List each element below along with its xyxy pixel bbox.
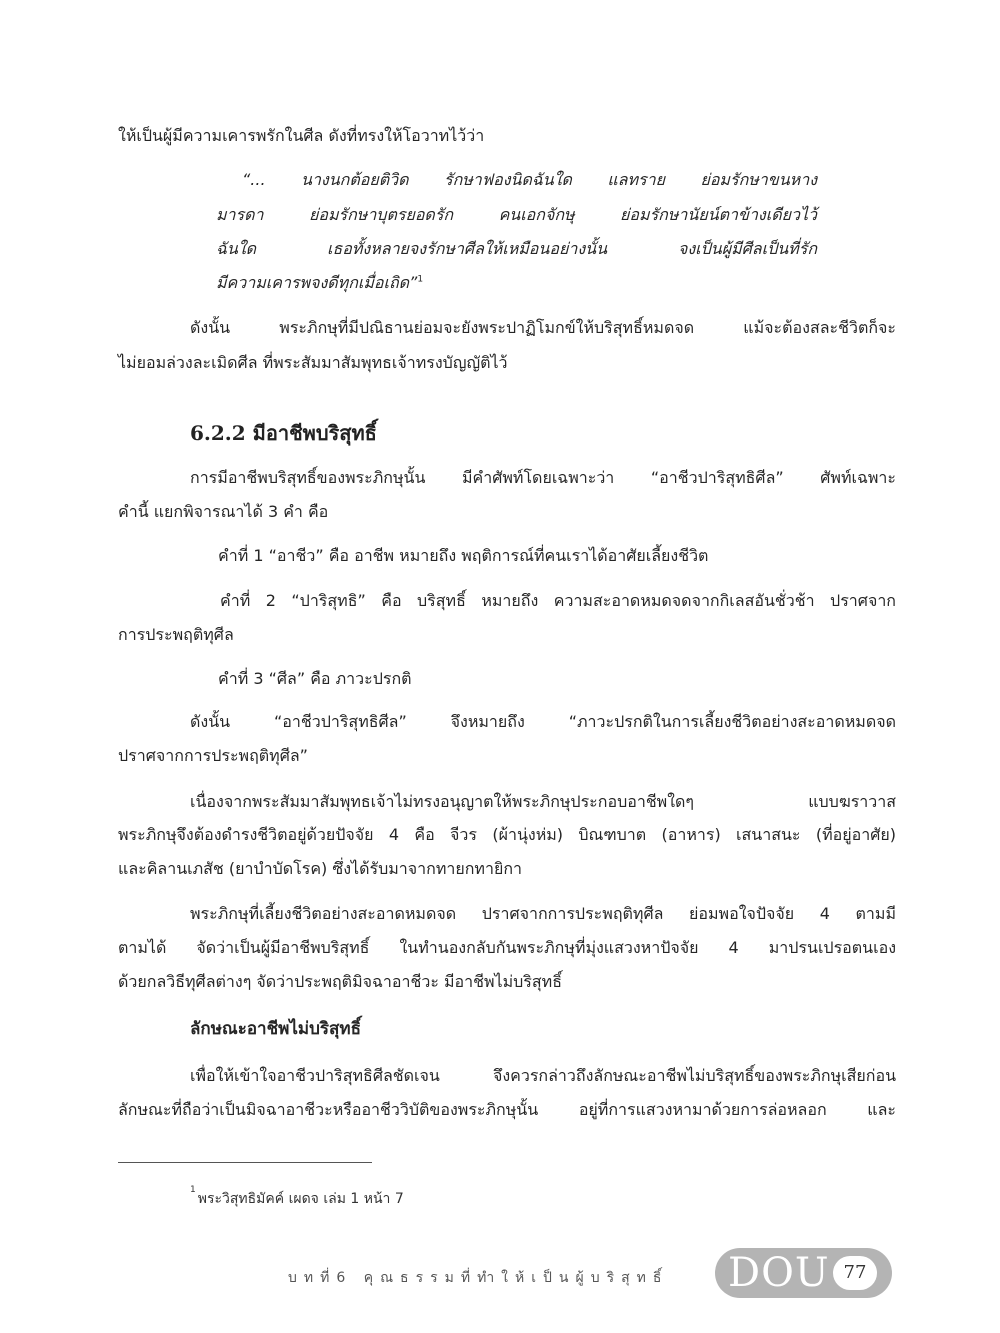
chapter-title: บทที่6 คุณธรรมที่ทำให้เป็นผู้บริสุทธิ์ [288,1270,669,1286]
paragraph-line: ลักษณะที่ถือว่าเป็นมิจฉาอาชีวะหรืออาชีววิบัติของพระภิกษุนั้น อยู่ที่การแสวงหามาด้วยการล่อหลอก และ [118,1100,896,1119]
paragraph-line: พระภิกษุที่เลี้ยงชีวิตอย่างสะอาดหมดจด ปราศจากการประพฤติทุศีล ย่อมพอใจปัจจัย 4 ตามมี [190,904,896,923]
term-definition: คำที่ 1 “อาชีว” คือ อาชีพ หมายถึง พฤติการณ์ที่คนเราได้อาศัยเลี้ยงชีวิต [218,546,709,565]
footnote [190,1185,404,1210]
section-heading: 6.2.2 มีอาชีพบริสุทธิ์ [190,421,377,445]
footnote-text: พระวิสุทธิมัคค์ เผดจ เล่ม 1 หน้า 7 [197,1191,404,1207]
term-definition: คำที่ 2 “ปาริสุทธิ” คือ บริสุทธิ์ หมายถึง ความสะอาดหมดจดจากกิเลสอันชั่วช้า ปราศจาก [220,591,896,610]
dou-logo: DOU [728,1250,830,1296]
quote-line-last [216,275,423,291]
quote-text: มีความเคารพจงดีทุกเมื่อเถิด” [216,273,418,292]
paragraph-line: ปราศจากการประพฤติทุศีล” [118,746,308,765]
footnote-marker: 1 [417,274,424,285]
paragraph-line: ตามได้ จัดว่าเป็นผู้มีอาชีพบริสุทธิ์ ในทำนองกลับกันพระภิกษุที่มุ่งแสวงหาปัจจัย 4 มาปรนเปรอตนเอง [118,938,896,957]
subheading: ลักษณะอาชีพไม่บริสุทธิ์ [190,1019,361,1039]
paragraph-line: ด้วยกลวิธีทุศีลต่างๆ จัดว่าประพฤติมิจฉาอาชีวะ มีอาชีพไม่บริสุทธิ์ [118,972,562,991]
footnote-number: 1 [190,1185,196,1195]
quote-line: “... นางนกต้อยติวิด รักษาฟองนิดฉันใด แลทราย ย่อมรักษาขนหาง [242,170,817,189]
paragraph-line: การประพฤติทุศีล [118,625,234,644]
paragraph-line: ไม่ยอมล่วงละเมิดศีล ที่พระสัมมาสัมพุทธเจ้าทรงบัญญัติไว้ [118,353,508,372]
quote-line: ฉันใด เธอทั้งหลายจงรักษาศีลให้เหมือนอย่างนั้น จงเป็นผู้มีศีลเป็นที่รัก [216,239,817,258]
paragraph-line: ดังนั้น “อาชีวปาริสุทธิศีล” จึงหมายถึง “ภาวะปรกติในการเลี้ยงชีวิตอย่างสะอาดหมดจด [190,712,896,731]
quote-line: มารดา ย่อมรักษาบุตรยอดรัก คนเอกจักษุ ย่อมรักษานัยน์ตาข้างเดียวไว้ [216,205,817,224]
paragraph-intro: ให้เป็นผู้มีความเคารพรักในศีล ดังที่ทรงให้โอวาทไว้ว่า [118,126,485,145]
paragraph-line: เพื่อให้เข้าใจอาชีวปาริสุทธิศีลชัดเจน จึงควรกล่าวถึงลักษณะอาชีพไม่บริสุทธิ์ของพระภิกษุเสียก่อน [190,1066,896,1085]
page-number: 77 [833,1256,877,1290]
paragraph-line: การมีอาชีพบริสุทธิ์ของพระภิกษุนั้น มีคำศัพท์โดยเฉพาะว่า “อาชีวปาริสุทธิศีล” ศัพท์เฉพาะ [190,468,896,487]
term-definition: คำที่ 3 “ศีล” คือ ภาวะปรกติ [218,669,412,688]
paragraph-line: ดังนั้น พระภิกษุที่มีปณิธานย่อมจะยังพระปาฏิโมกข์ให้บริสุทธิ์หมดจด แม้จะต้องสละชีวิตก็จะ [190,318,896,337]
paragraph-line: และคิลานเภสัช (ยาบำบัดโรค) ซึ่งได้รับมาจากทายกทายิกา [118,859,522,878]
paragraph-line: เนื่องจากพระสัมมาสัมพุทธเจ้าไม่ทรงอนุญาตให้พระภิกษุประกอบอาชีพใดๆ แบบฆราวาส [190,792,896,811]
footnote-divider [118,1162,372,1163]
paragraph-line: คำนี้ แยกพิจารณาได้ 3 คำ คือ [118,502,329,521]
paragraph-line: พระภิกษุจึงต้องดำรงชีวิตอยู่ด้วยปัจจัย 4 คือ จีวร (ผ้านุ่งห่ม) บิณฑบาต (อาหาร) เสนาสนะ (ที่อยู่อาศัย) [118,825,896,844]
